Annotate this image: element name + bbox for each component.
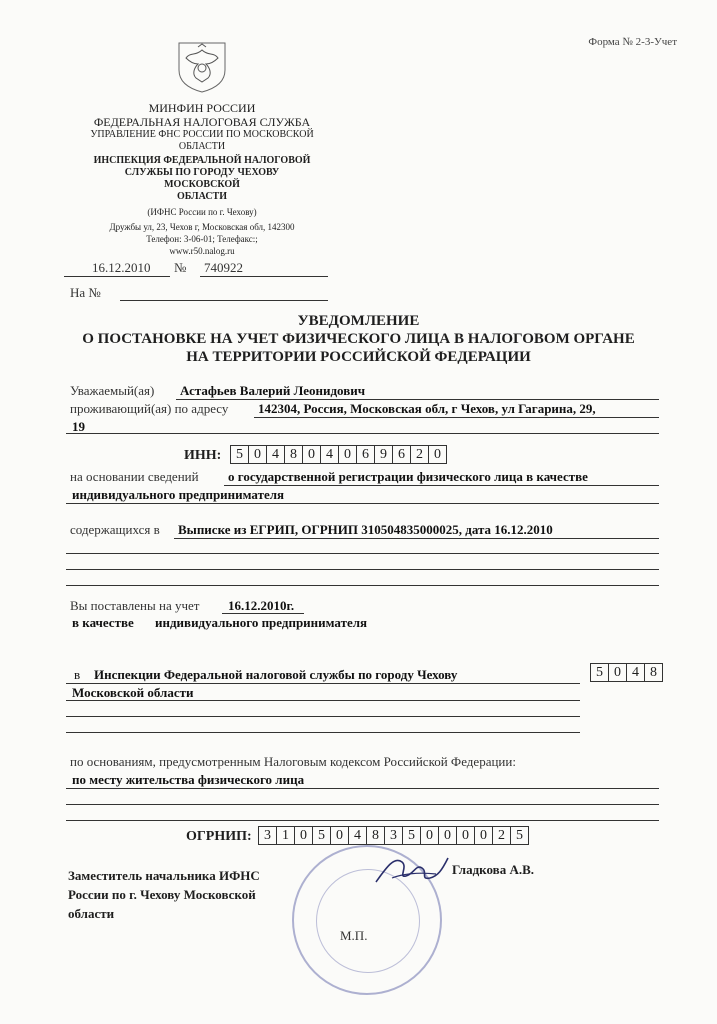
addressee-name-line — [176, 399, 659, 400]
inspection-line3: ОБЛАСТИ — [177, 191, 227, 202]
residing-label: проживающий(ая) по адресу — [70, 401, 229, 416]
inn-digit: 6 — [357, 446, 375, 463]
grounds-blank-rule-2 — [66, 820, 659, 821]
inn-digit: 4 — [267, 446, 285, 463]
contained-value: Выписке из ЕГРИП, ОГРНИП 310504835000025, дата 16.12.2010 — [178, 522, 553, 537]
ogrnip-digit: 5 — [403, 827, 421, 844]
grounds-blank-rule-1 — [66, 804, 659, 805]
address-line2: 19 — [72, 419, 85, 434]
grounds-label: по основаниям, предусмотренным Налоговым кодексом Российской Федерации: — [70, 754, 516, 769]
blank-rule-1 — [66, 553, 659, 554]
ogrnip-digit: 3 — [385, 827, 403, 844]
inn-digit: 0 — [249, 446, 267, 463]
basis-line1: о государственной регистрации физического лица в качестве — [228, 469, 588, 484]
authority-line1-rule — [66, 683, 580, 684]
issuer-website: www.r50.nalog.ru — [169, 246, 235, 256]
registration-date: 16.12.2010г. — [228, 598, 295, 613]
seal-label: М.П. — [340, 928, 368, 943]
ogrnip-label: ОГРНИП: — [186, 829, 252, 844]
inn-digit: 5 — [231, 446, 249, 463]
ogrnip-digit: 0 — [475, 827, 493, 844]
authority-code-digit: 5 — [591, 664, 609, 681]
title-line3: НА ТЕРРИТОРИИ РОССИЙСКОЙ ФЕДЕРАЦИИ — [186, 349, 531, 365]
blank-rule-2 — [66, 569, 659, 570]
signatory-name: Гладкова А.В. — [452, 862, 534, 877]
signatory-position — [68, 866, 260, 923]
addressee-name: Астафьев Валерий Леонидович — [180, 383, 366, 398]
contained-rule — [174, 538, 659, 539]
address-line1-rule — [254, 417, 659, 418]
authority-blank-rule-2 — [66, 732, 580, 733]
ogrnip-digit: 4 — [349, 827, 367, 844]
authority-code-digit: 0 — [609, 664, 627, 681]
contained-label: содержащихся в — [70, 522, 160, 537]
signatory-position-line3: области — [68, 906, 115, 921]
service-name: ФЕДЕРАЛЬНАЯ НАЛОГОВАЯ СЛУЖБА — [93, 115, 311, 129]
authority-code-digit: 8 — [650, 665, 657, 680]
inn-digit: 0 — [434, 447, 441, 462]
signatory-position-line2: России по г. Чехову Московской — [68, 887, 256, 902]
issuer-phone: Телефон: 3-06-01; Телефакс:; — [146, 234, 258, 244]
authority-line2: Московской области — [72, 685, 194, 700]
ministry-name: МИНФИН РОССИИ — [148, 101, 256, 115]
doc-date: 16.12.2010 — [92, 260, 151, 275]
document-title — [40, 312, 677, 366]
registration-date-rule — [222, 613, 304, 614]
capacity-value: индивидуального предпринимателя — [155, 615, 368, 630]
authority-line2-rule — [66, 700, 580, 701]
inn-digit: 0 — [339, 446, 357, 463]
blank-rule-3 — [66, 585, 659, 586]
ogrnip-digit: 3 — [259, 827, 277, 844]
department-line2: ОБЛАСТИ — [178, 141, 226, 152]
emblem-icon — [176, 38, 228, 94]
authority-line1: Инспекции Федеральной налоговой службы по городу Чехову — [94, 667, 458, 682]
to-number-line — [120, 300, 328, 301]
inn-label: ИНН: — [184, 448, 222, 463]
inn-boxes — [230, 445, 447, 464]
basis-label: на основании сведений — [70, 469, 199, 484]
ogrnip-digit: 0 — [295, 827, 313, 844]
issuer-header — [86, 101, 318, 257]
inn-digit: 2 — [411, 446, 429, 463]
inspection-short-name: (ИФНС России по г. Чехову) — [147, 207, 257, 217]
ogrnip-digit: 0 — [331, 827, 349, 844]
signature-icon — [372, 848, 452, 892]
registration-label: Вы поставлены на учет — [70, 598, 200, 613]
department-line1: УПРАВЛЕНИЕ ФНС РОССИИ ПО МОСКОВСКОЙ — [90, 129, 314, 140]
authority-code-boxes — [590, 663, 663, 682]
doc-date-line — [64, 276, 170, 277]
inn-digit: 4 — [321, 446, 339, 463]
address-line1: 142304, Россия, Московская обл, г Чехов, ул Гагарина, 29, — [258, 401, 596, 416]
ogrnip-boxes — [258, 826, 529, 845]
signatory-position-line1: Заместитель начальника ИФНС — [68, 868, 260, 883]
ogrnip-digit: 0 — [421, 827, 439, 844]
basis-line1-rule — [224, 485, 659, 486]
inn-digit: 0 — [303, 446, 321, 463]
title-line2: О ПОСТАНОВКЕ НА УЧЕТ ФИЗИЧЕСКОГО ЛИЦА В НАЛОГОВОМ ОРГАНЕ — [82, 331, 635, 347]
form-number: Форма № 2-3-Учет — [588, 36, 677, 48]
ogrnip-digit: 0 — [439, 827, 457, 844]
basis-line2: индивидуального предпринимателя — [72, 487, 285, 502]
inspection-line2: СЛУЖБЫ ПО ГОРОДУ ЧЕХОВУ МОСКОВСКОЙ — [124, 167, 280, 190]
ogrnip-digit: 0 — [457, 827, 475, 844]
basis-line2-rule — [66, 503, 659, 504]
doc-number-line — [200, 276, 328, 277]
issuer-address: Дружбы ул, 23, Чехов г, Московская обл, 142300 — [109, 222, 295, 232]
authority-prefix: в — [74, 667, 81, 682]
address-line2-rule — [66, 433, 659, 434]
ogrnip-digit: 2 — [493, 827, 511, 844]
authority-blank-rule-1 — [66, 716, 580, 717]
inn-digit: 9 — [375, 446, 393, 463]
doc-number: 740922 — [204, 260, 243, 275]
ogrnip-digit: 5 — [313, 827, 331, 844]
inspection-line1: ИНСПЕКЦИЯ ФЕДЕРАЛЬНОЙ НАЛОГОВОЙ — [93, 155, 311, 166]
inn-digit: 6 — [393, 446, 411, 463]
grounds-rule — [66, 788, 659, 789]
ogrnip-digit: 1 — [277, 827, 295, 844]
capacity-label: в качестве — [72, 615, 134, 630]
title-line1: УВЕДОМЛЕНИЕ — [297, 313, 420, 329]
ogrnip-digit: 5 — [516, 828, 523, 843]
to-number-label: На № — [70, 285, 101, 300]
salutation-label: Уважаемый(ая) — [70, 383, 155, 398]
grounds-value: по месту жительства физического лица — [72, 772, 305, 787]
inn-digit: 8 — [285, 446, 303, 463]
authority-code-digit: 4 — [627, 664, 645, 681]
doc-number-label: № — [174, 260, 187, 275]
ogrnip-digit: 8 — [367, 827, 385, 844]
